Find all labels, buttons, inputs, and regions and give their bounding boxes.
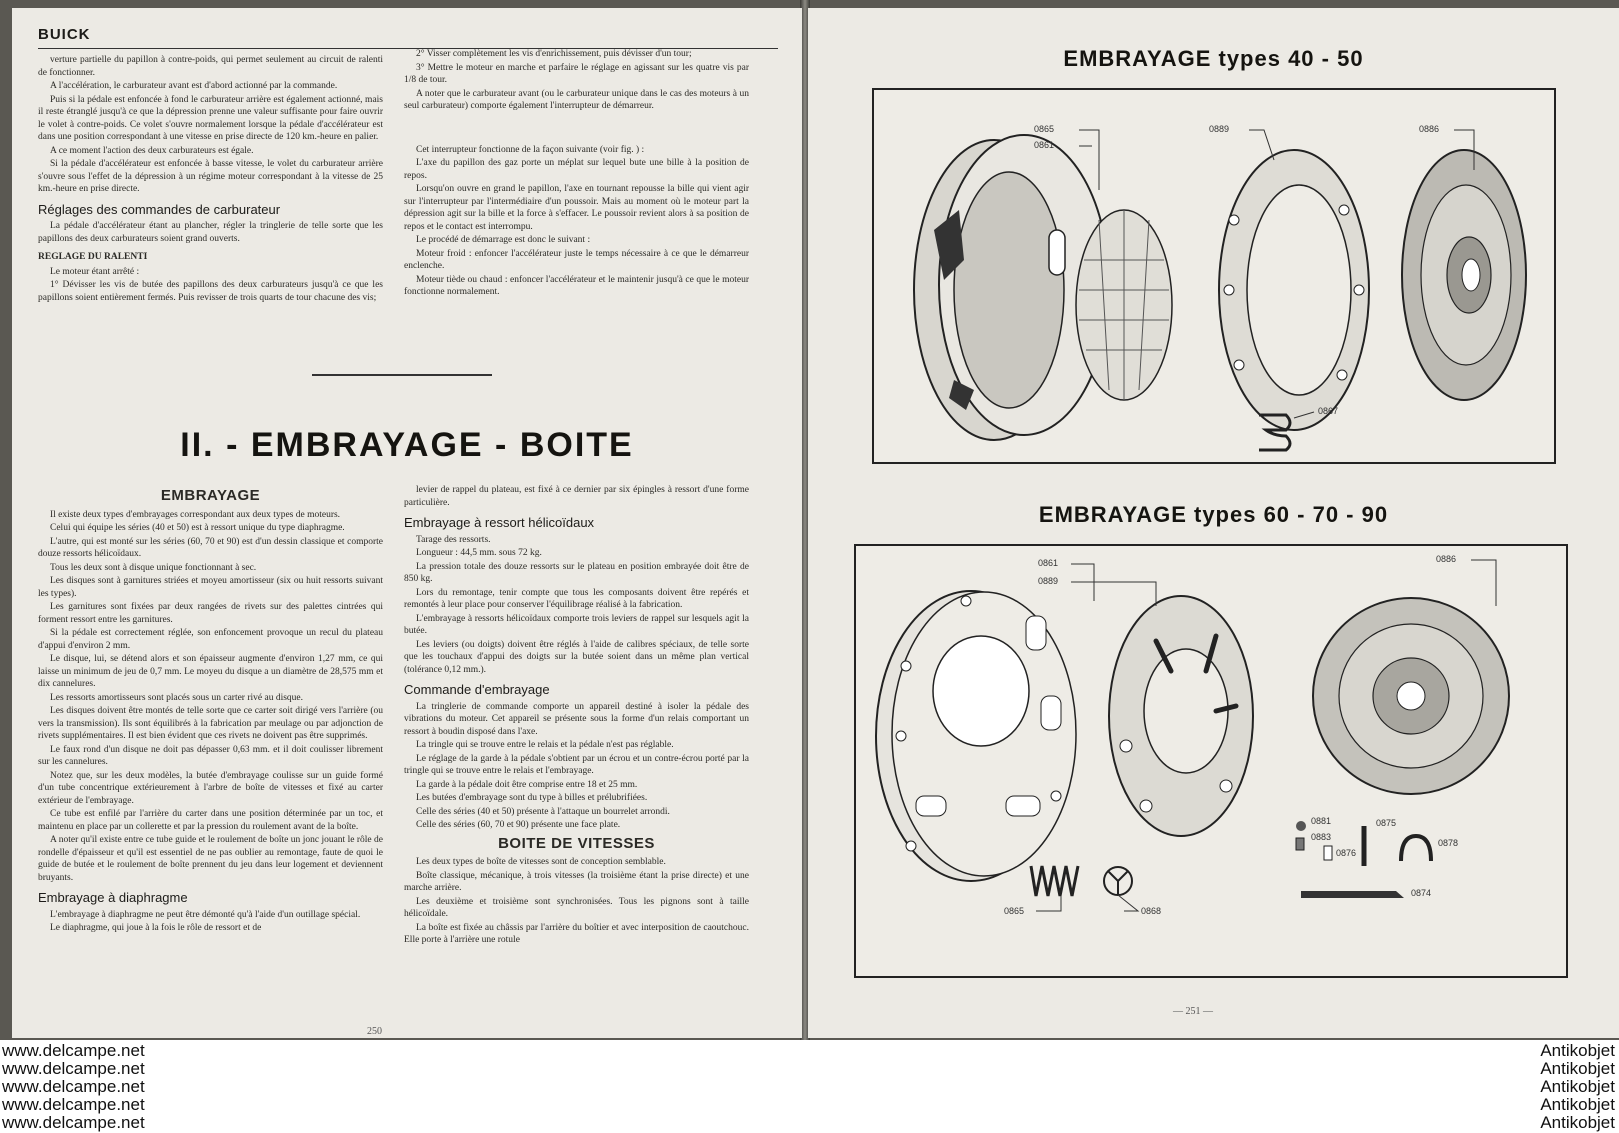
page-number: 250	[367, 1026, 382, 1037]
callout-label: 0861	[1038, 558, 1059, 568]
callout-label: 0876	[1336, 848, 1357, 858]
paragraph: Boîte classique, mécanique, à trois vitesses (la troisième étant la prise directe) et une marche arrière.	[404, 870, 749, 893]
diaphragm-spring-illustration	[1076, 210, 1172, 400]
paragraph: levier de rappel du plateau, est fixé à ce dernier par six épingles à ressort d'une forme particulière.	[404, 485, 749, 508]
callout-label: 0868	[1141, 906, 1162, 916]
figure-title-types-60-70-90: EMBRAYAGE types 60 - 70 - 90	[1038, 502, 1389, 527]
section-heading: Commande d'embrayage	[404, 682, 550, 697]
paragraph: Les leviers (ou doigts) doivent être réglés à l'aide de calibres spéciaux, de telle sorte que les touchaux d'appui des doigts sur la butée soient dans un même plan vertical (tolérance 0,12 mm.).	[404, 639, 749, 675]
left-page	[12, 8, 802, 1038]
paragraph: Les butées d'embrayage sont du type à billes et prélubrifiées.	[416, 793, 648, 803]
thrust-washer-illustration	[1104, 867, 1132, 895]
watermark-right: Antikobjet	[1540, 1041, 1615, 1060]
section-title-boite: BOITE DE VITESSES	[498, 834, 655, 852]
section-heading: Embrayage à ressort hélicoïdaux	[404, 515, 595, 530]
paragraph: A noter que le carburateur avant (ou le carburateur unique dans le cas des moteurs à un seul carburateur) comporte également l'interrupteur de démarreur.	[404, 88, 749, 111]
callout-label: 0886	[1436, 554, 1457, 564]
callout-label: 0889	[1209, 124, 1230, 134]
section-heading: Embrayage à diaphragme	[38, 890, 188, 905]
chapter-title: II. - EMBRAYAGE - BOITE	[180, 426, 634, 464]
paragraph: Tous les deux sont à disque unique fonctionnant à sec.	[50, 562, 257, 573]
pressure-plate-illustration	[1219, 150, 1369, 430]
paragraph: Cet interrupteur fonctionne de la façon suivante (voir fig. ) :	[416, 144, 645, 155]
paragraph: Celle des séries (40 et 50) présente à l'attaque un bourrelet arrondi.	[416, 806, 670, 817]
section-divider	[312, 374, 492, 376]
paragraph: A noter qu'il existe entre ce tube guide et le roulement de boîte un jonc jouant le rôle de rondelle d'épaisseur et qu'il est essentiel de ne pas oublier au remontage, faute de quoi le guide de butée et le roulement de boîte prennent du jeu dans leur logement et deviennent bruyants.	[38, 835, 383, 883]
callout-label: 0861	[1034, 140, 1055, 150]
paragraph: 2° Visser complètement les vis d'enrichissement, puis dévisser d'un tour;	[416, 49, 692, 59]
paragraph: A ce moment l'action des deux carburateurs est égale.	[50, 145, 254, 156]
paragraph: Les ressorts amortisseurs sont placés sous un carter rivé au disque.	[50, 692, 304, 703]
paragraph: L'autre, qui est monté sur les séries (60, 70 et 90) est d'un dessin classique et comporte douze ressorts hélicoïdaux.	[38, 536, 383, 559]
paragraph: 3° Mettre le moteur en marche et parfaire le réglage en agissant sur les quatre vis par 1/8 de tour.	[404, 62, 749, 85]
paragraph: Tarage des ressorts.	[416, 534, 491, 545]
paragraph: Lorsqu'on ouvre en grand le papillon, l'axe en tournant repousse la bille qui vient agir sur l'interrupteur par l'intermédiaire d'un poussoir. Mais au moment où le moteur part la dépression agit sur la bille et la force à s'effacer. Le poussoir revient alors à sa position de repos et le contact est interrompu.	[404, 184, 749, 232]
paragraph: Le disque, lui, se détend alors et son épaisseur augmente d'environ 1,27 mm, ce qui laisse un minimum de jeu de 0,7 mm. Le moyeu du disque a un diamètre de 28,575 mm et dix cannelures.	[38, 654, 383, 689]
clutch-cover-illustration	[876, 591, 1076, 881]
callout-label: 0874	[1411, 888, 1432, 898]
paragraph: La tringle qui se trouve entre le relais et la pédale n'est pas réglable.	[416, 740, 674, 750]
watermark-right: Antikobjet	[1540, 1077, 1615, 1096]
paragraph: Moteur froid : enfoncer l'accélérateur juste le temps nécessaire à ce que le démarreur enclenche.	[404, 248, 749, 271]
column-1-top	[38, 54, 383, 305]
paragraph: Les garnitures sont fixées par deux rangées de rivets sur des palettes cintrées qui forment ressort entre les garnitures.	[38, 602, 383, 625]
callout-label: 0881	[1311, 816, 1332, 826]
callout-label: 0865	[1004, 906, 1025, 916]
paragraph: Les disques sont à garnitures striées et moyeu amortisseur (six ou huit ressorts suivant les types).	[38, 576, 383, 599]
callout-label: 0867	[1318, 406, 1339, 416]
paragraph: 1° Dévisser les vis de butée des papillons des deux carburateurs jusqu'à ce que les papillons soient entièrement fermés. Puis revisser de trois quarts de tour chacune des vis;	[38, 280, 383, 303]
paragraph: A l'accélération, le carburateur avant est d'abord actionné par la commande.	[50, 81, 338, 91]
paragraph: Celle des séries (60, 70 et 90) présente une face plate.	[416, 820, 621, 830]
coil-spring-illustration	[1031, 866, 1078, 896]
paragraph: Le réglage de la garde à la pédale s'obtient par un écrou et un contre-écrou porté par la tringle qui se trouve entre le relais et l'embrayage.	[404, 753, 749, 776]
figure-title-types-40-50: EMBRAYAGE types 40 - 50	[1063, 46, 1364, 71]
paragraph: Les deuxième et troisième sont synchronisées. Tous les pignons sont à taille hélicoïdale.	[404, 896, 749, 919]
callout-label: 0889	[1038, 576, 1059, 586]
paragraph: Moteur tiède ou chaud : enfoncer l'accélérateur et le maintenir jusqu'à ce que le moteur fonctionne normalement.	[404, 274, 749, 297]
callout-label: 0886	[1419, 124, 1440, 134]
paragraph: Longueur : 44,5 mm. sous 72 kg.	[416, 548, 542, 558]
column-2-top	[404, 48, 749, 300]
paragraph: La boîte est fixée au châssis par l'arrière du boîtier et avec interposition de caoutchouc. Elle porte à l'arrière une rotule	[404, 922, 749, 945]
paragraph: Les disques doivent être montés de telle sorte que ce carter soit dirigé vers l'arrière (ou vers la transmission). Ils sont équilibrés à la fabrication par meulage ou par adjonction de rivets supplémentaires. Il est bien évident que ces rivets ne doivent pas être supprimés.	[38, 706, 383, 741]
small-parts-illustration	[1031, 821, 1431, 898]
figure-frame-60-70-90	[854, 544, 1568, 978]
callout-label: 0883	[1311, 832, 1332, 842]
running-head: BUICK	[38, 26, 91, 43]
paragraph: Puis si la pédale est enfoncée à fond le carburateur arrière est également actionné, mais il reste étranglé jusqu'à ce que la dépression prenne une valeur suffisante pour faire ouvrir le volet à contre-poids. Ce volet s'ouvre normalement lorsque la pédale d'accélérateur est dans une position correspondant à une vitesse en prise directe de 120 km.-heure en palier.	[38, 94, 383, 142]
watermark-left: www.delcampe.net	[2, 1113, 145, 1132]
callout-label: 0875	[1376, 818, 1397, 828]
paragraph: La pression totale des douze ressorts sur le plateau en position embrayée doit être de 850 kg.	[404, 561, 749, 584]
pressure-plate-illustration	[1109, 596, 1253, 836]
paragraph: Ce tube est enfilé par l'arrière du carter dans une position déterminée par un toc, et maintenu en place par un collerette et par la pression du roulement avant de la boîte.	[38, 809, 383, 832]
watermark-left: www.delcampe.net	[2, 1059, 145, 1078]
column-2-bottom	[404, 484, 749, 948]
figure-frame-40-50	[872, 88, 1556, 464]
paragraph: La pédale d'accélérateur étant au plancher, régler la tringlerie de telle sorte que les papillons des deux carburateurs soient grand ouverts.	[38, 221, 383, 244]
clutch-disc-illustration	[1313, 598, 1509, 794]
callout-label: 0878	[1438, 838, 1459, 848]
paragraph: Celui qui équipe les séries (40 et 50) est à ressort unique du type diaphragme.	[50, 523, 345, 533]
paragraph: Les deux types de boîte de vitesses sont de conception semblable.	[416, 857, 666, 867]
callout-label: 0865	[1034, 124, 1055, 134]
paragraph: La tringlerie de commande comporte un appareil destiné à isoler la pédale des vibrations du moteur. Cet appareil se présente sous la forme d'un relais comportant un ressort à boudin disposé dans l'axe.	[404, 701, 749, 737]
section-heading: Réglages des commandes de carburateur	[38, 201, 281, 217]
paragraph: L'axe du papillon des gaz porte un méplat sur lequel bute une bille à la position de repos.	[404, 158, 749, 181]
paragraph: Le diaphragme, qui joue à la fois le rôle de ressort et de	[50, 923, 262, 933]
section-title-embrayage: EMBRAYAGE	[160, 487, 261, 504]
watermark-right: Antikobjet	[1540, 1059, 1615, 1078]
paragraph: Si la pédale d'accélérateur est enfoncée à basse vitesse, le volet du carburateur arrière s'ouvre sous l'effet de la dépression à un régime moteur correspondant à la vitesse de 25 km.-heure en prise directe.	[38, 159, 383, 194]
watermark-right: Antikobjet	[1540, 1113, 1615, 1132]
watermark-right: Antikobjet	[1540, 1095, 1615, 1114]
paragraph: Si la pédale est correctement réglée, son enfoncement provoque un recul du plateau d'appui d'environ 2 mm.	[38, 628, 383, 651]
watermark-left: www.delcampe.net	[2, 1077, 145, 1096]
paragraph: La garde à la pédale doit être comprise entre 18 et 25 mm.	[416, 779, 638, 790]
sub-heading: REGLAGE DU RALENTI	[38, 252, 148, 262]
paragraph: Le procédé de démarrage est donc le suivant :	[416, 235, 591, 245]
paragraph: Le faux rond d'un disque ne doit pas dépasser 0,63 mm. et il doit coulisser librement sur les cannelures.	[38, 744, 383, 767]
watermark-left: www.delcampe.net	[2, 1041, 145, 1060]
paragraph: Le moteur étant arrêté :	[50, 266, 140, 277]
paragraph: verture partielle du papillon à contre-poids, qui permet seulement au circuit de ralenti de fonctionner.	[38, 55, 383, 78]
right-page	[808, 8, 1619, 1038]
clutch-disc-illustration	[1402, 150, 1526, 400]
clutch-diagram-60-70-90	[856, 546, 1566, 976]
paragraph: L'embrayage à diaphragme ne peut être démonté qu'à l'aide d'un outillage spécial.	[50, 909, 361, 920]
paragraph: Il existe deux types d'embrayages correspondant aux deux types de moteurs.	[50, 509, 341, 520]
paragraph: L'embrayage à ressorts hélicoïdaux comporte trois leviers de rappel sur lesquels agit la butée.	[404, 613, 749, 636]
column-1-bottom	[38, 484, 383, 936]
watermark-left: www.delcampe.net	[2, 1095, 145, 1114]
page-number: — 251 —	[1173, 1006, 1213, 1017]
clutch-diagram-40-50	[874, 90, 1554, 462]
paragraph: Notez que, sur les deux modèles, la butée d'embrayage coulisse sur un guide formé d'un tube concentrique extérieurement à l'arbre de boîte de vitesses et fixé au carter extérieur de l'embrayage.	[38, 770, 383, 806]
paragraph: Lors du remontage, tenir compte que tous les composants doivent être repérés et remontés à leur place pour conserver l'équilibrage réalisé à la fabrication.	[404, 587, 749, 610]
